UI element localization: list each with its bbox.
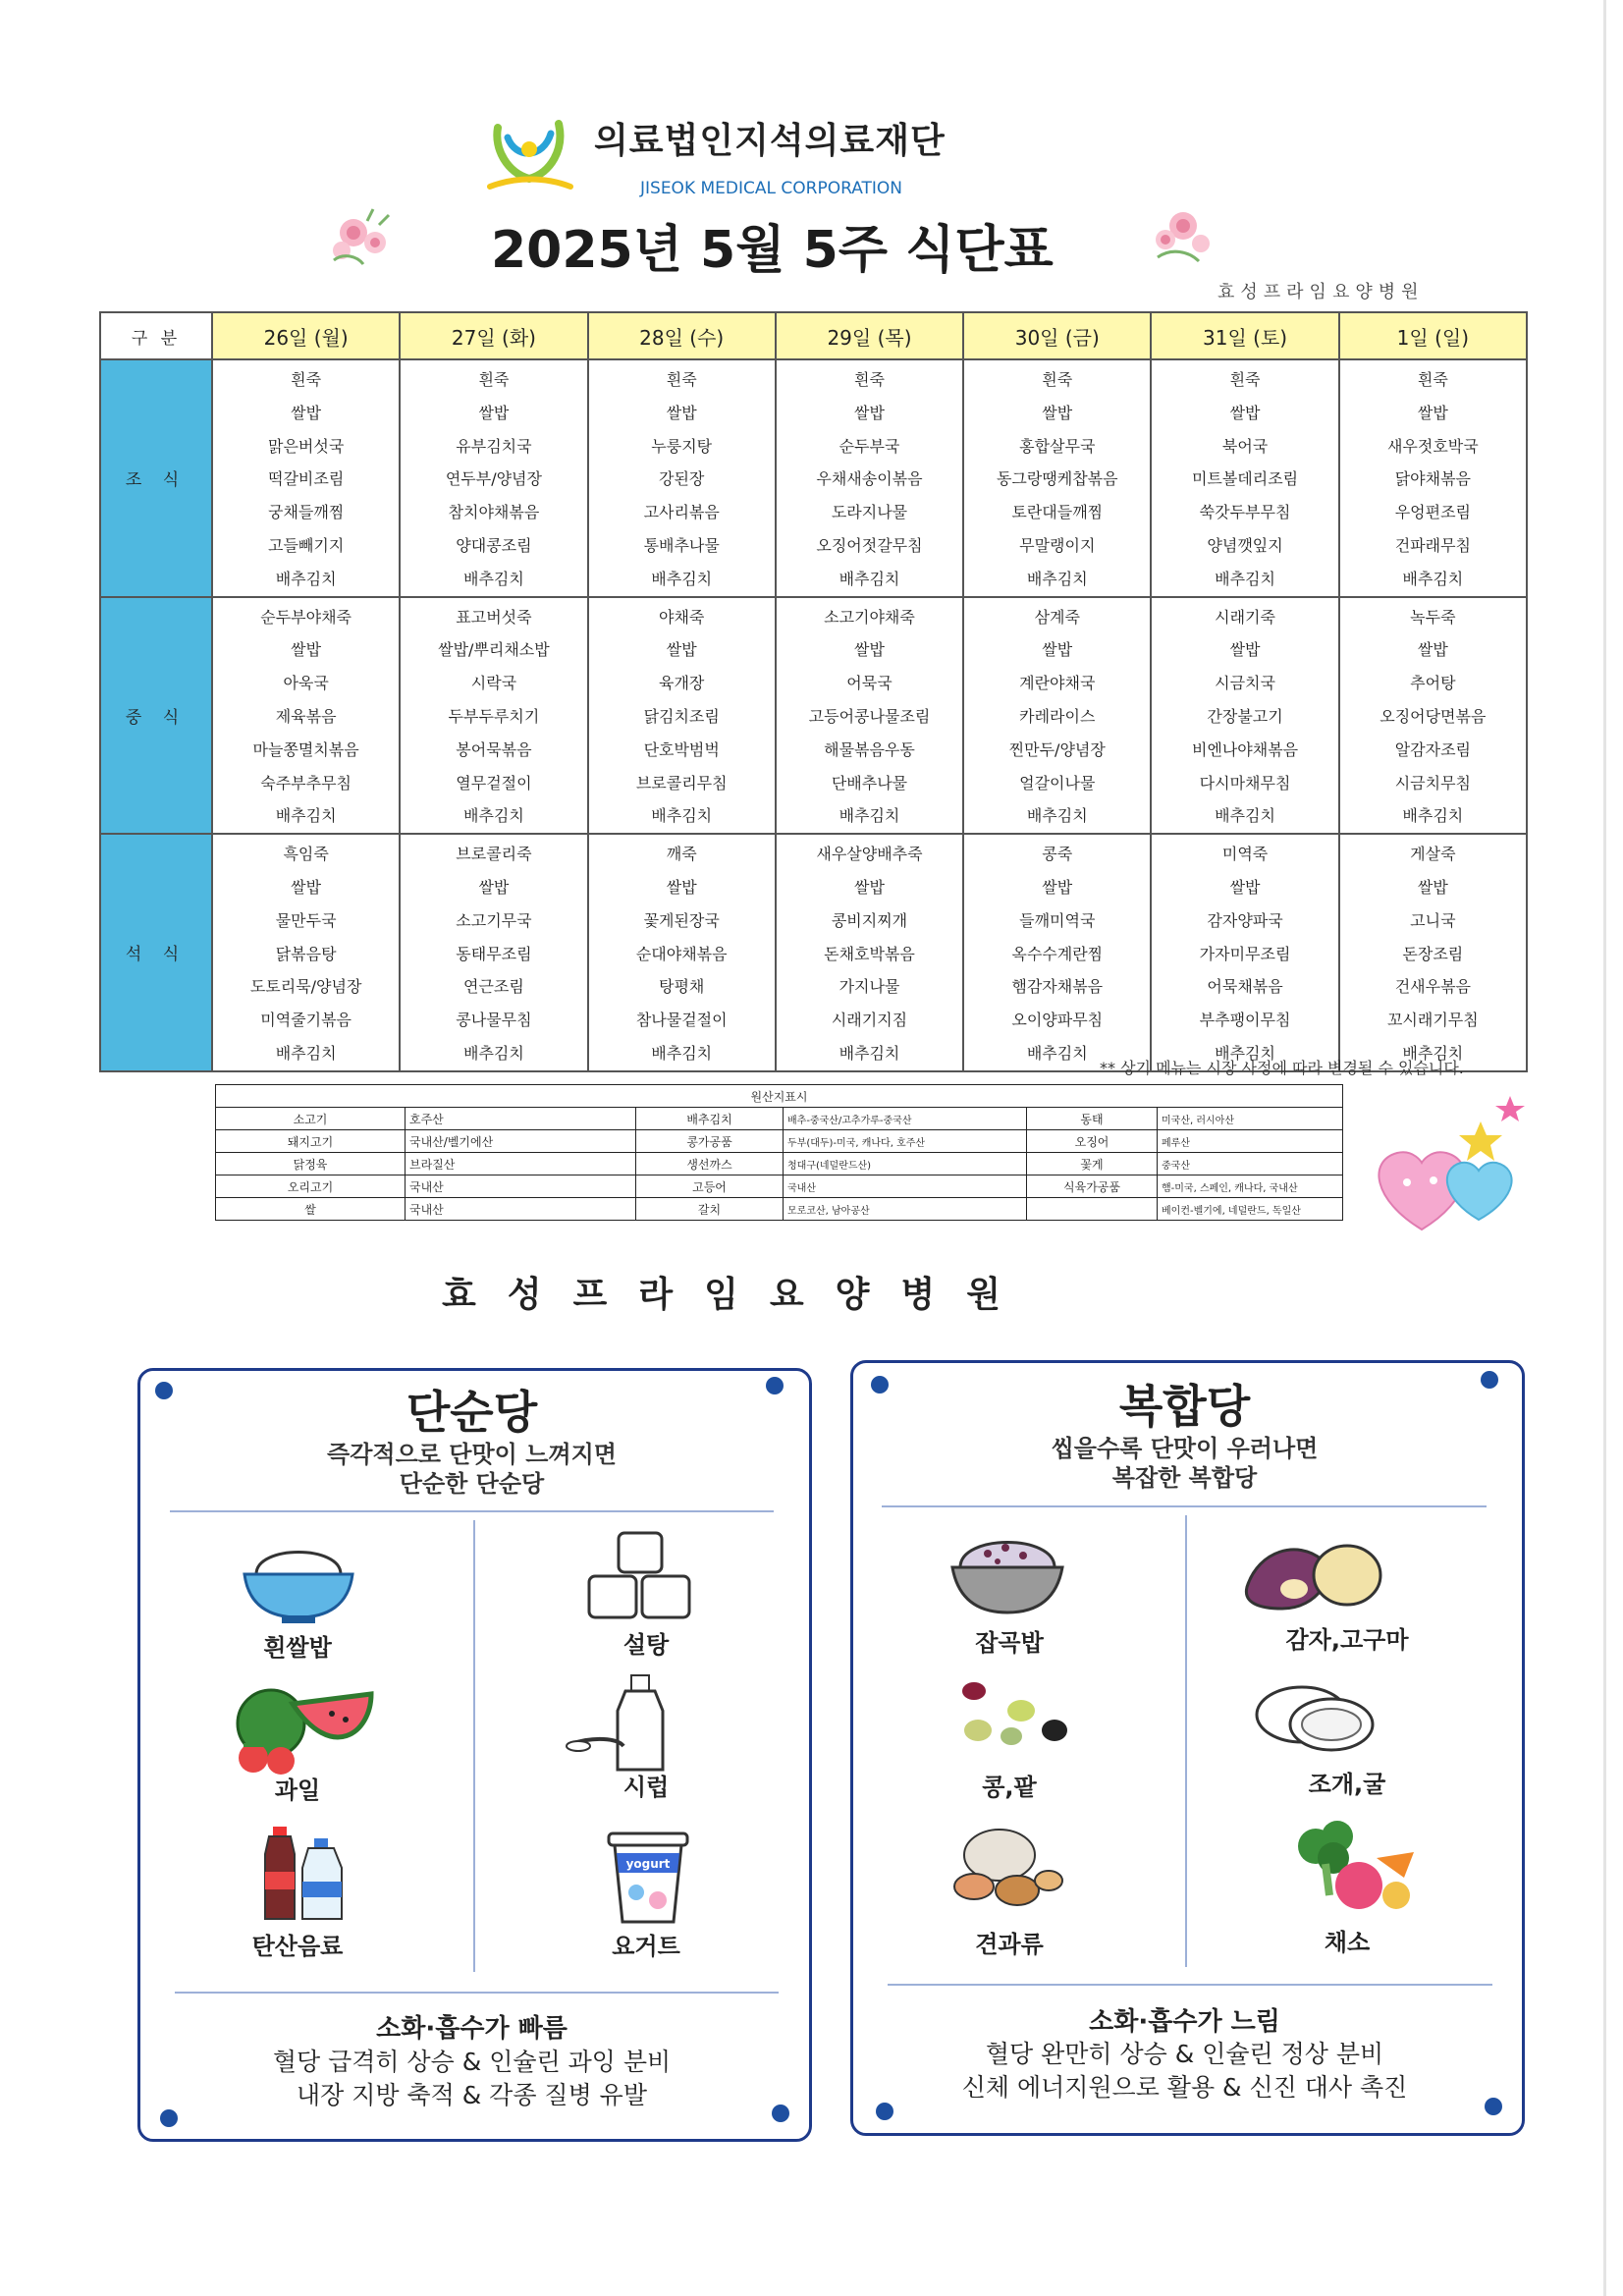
- clam-oyster-icon: [1247, 1669, 1384, 1763]
- origin-source: 국내산: [784, 1175, 1027, 1198]
- menu-item: 비엔나야채볶음: [1191, 739, 1299, 759]
- menu-item: 돈채호박볶음: [824, 944, 915, 963]
- origin-source: 호주산: [406, 1108, 636, 1130]
- menu-item: 누룽지탕: [651, 436, 713, 456]
- menu-item: 쌀밥: [291, 403, 322, 422]
- menu-item: 강된장: [659, 469, 705, 489]
- origin-item: 돼지고기: [216, 1130, 406, 1153]
- menu-item: 콩죽: [1042, 845, 1073, 864]
- menu-item: 배추김치: [1215, 1043, 1275, 1063]
- origin-row: [216, 1153, 1343, 1175]
- flower-icon-left: [324, 201, 403, 270]
- menu-item: 흰죽: [478, 370, 510, 389]
- menu-item: 배추김치: [839, 569, 900, 588]
- origin-item: [1027, 1198, 1158, 1221]
- menu-item: 깨죽: [666, 845, 697, 864]
- food-label: 설탕: [622, 1631, 670, 1659]
- menu-item: 새우살양배추죽: [816, 845, 923, 864]
- origin-row: [216, 1130, 1343, 1153]
- origin-source: 국내산/벨기에산: [406, 1130, 636, 1153]
- menu-item: 봉어묵볶음: [456, 739, 532, 759]
- simple-sugar-subtitle: 즉각적으로 단맛이 느껴지면: [327, 1441, 617, 1468]
- menu-item: 양대콩조림: [456, 535, 532, 555]
- hospital-name-large: 효성프라임요양병원: [442, 1275, 1032, 1315]
- menu-item: 쌀밥: [854, 877, 885, 897]
- menu-cell: [963, 834, 1151, 1071]
- menu-cell: [776, 597, 963, 835]
- menu-item: 흰죽: [1229, 370, 1261, 389]
- menu-item: 마늘쫑멸치볶음: [252, 739, 359, 759]
- panel-divider: [170, 1510, 774, 1512]
- menu-item: 통배추나물: [643, 535, 720, 555]
- menu-item: 순두부국: [839, 436, 900, 456]
- origin-source: 배추-중국산/고추가루-중국산: [784, 1108, 1027, 1130]
- menu-item: 표고버섯죽: [456, 607, 532, 627]
- menu-item: 브로콜리무침: [635, 773, 728, 793]
- simple-sugar-title: 단순당: [406, 1386, 538, 1439]
- menu-item: 두부두루치기: [448, 706, 540, 726]
- origin-source: 두부(대두)-미국, 캐나다, 호주산: [784, 1130, 1027, 1153]
- menu-item: 쌀밥: [1042, 640, 1073, 660]
- menu-item: 배추김치: [275, 569, 337, 588]
- menu-item: 계란야채국: [1019, 674, 1096, 693]
- menu-item: 흰죽: [291, 370, 322, 389]
- menu-item: 시금치무침: [1394, 773, 1471, 793]
- origin-source: 햄-미국, 스페인, 캐나다, 국내산: [1158, 1175, 1343, 1198]
- origin-item: 닭정육: [216, 1153, 406, 1175]
- menu-item: 배추김치: [1402, 806, 1464, 826]
- menu-item: 유부김치국: [456, 436, 532, 456]
- hearts-decoration-icon: [1363, 1092, 1540, 1239]
- menu-item: 도토리묵/양념장: [249, 977, 362, 997]
- menu-item: 닭김치조림: [643, 706, 720, 726]
- menu-item: 배추김치: [1215, 806, 1275, 826]
- origin-item: 쌀: [216, 1198, 406, 1221]
- menu-cell: [963, 359, 1151, 597]
- complex-sugar-subtitle: 씹을수록 단맛이 우러나면: [1051, 1435, 1319, 1462]
- origin-source: 페루산: [1158, 1130, 1343, 1153]
- simple-sugar-effect: 혈당 급격히 상승 & 인슐린 과잉 분비: [272, 2048, 672, 2076]
- menu-item: 탕평채: [659, 977, 705, 997]
- menu-cell: [212, 834, 400, 1071]
- day-header: 28일 (수): [588, 312, 776, 359]
- menu-item: 닭볶음탕: [275, 944, 337, 963]
- multigrain-rice-icon: [948, 1520, 1066, 1618]
- menu-item: 연근조림: [463, 977, 524, 997]
- menu-item: 돈장조림: [1402, 944, 1464, 963]
- sugar-cubes-icon: [581, 1527, 699, 1625]
- menu-cell: [776, 834, 963, 1071]
- panel-divider: [1185, 1515, 1187, 1967]
- menu-item: 해물볶음우동: [824, 739, 915, 759]
- menu-item: 시금치국: [1215, 674, 1275, 693]
- menu-item: 순대야채볶음: [635, 944, 728, 963]
- foundation-logo: [486, 110, 574, 198]
- menu-item: 순두부야채죽: [260, 607, 352, 627]
- food-label: 조개,굴: [1308, 1771, 1386, 1798]
- menu-item: 삼계죽: [1034, 607, 1080, 627]
- menu-item: 쌀밥: [1417, 403, 1448, 422]
- menu-item: 시래기지짐: [831, 1011, 908, 1030]
- day-header: 1일 (일): [1339, 312, 1527, 359]
- food-label: 감자,고구마: [1285, 1626, 1409, 1654]
- origin-item: 오리고기: [216, 1175, 406, 1198]
- origin-source: 베이컨-벨기에, 네덜란드, 독일산: [1158, 1198, 1343, 1221]
- menu-item: 가지나물: [839, 977, 900, 997]
- menu-item: 궁채들깨찜: [268, 503, 345, 522]
- menu-cell: [1339, 597, 1527, 835]
- menu-cell: [1339, 359, 1527, 597]
- menu-item: 어묵국: [846, 674, 893, 693]
- menu-item: 아욱국: [283, 674, 329, 693]
- day-header: 31일 (토): [1151, 312, 1338, 359]
- menu-item: 어묵채볶음: [1207, 977, 1283, 997]
- menu-item: 가자미무조림: [1199, 944, 1291, 963]
- menu-item: 쌀밥: [1229, 403, 1261, 422]
- corner-dot: [876, 2103, 893, 2120]
- menu-item: 배추김치: [1402, 1043, 1464, 1063]
- menu-item: 쌀밥: [666, 403, 697, 422]
- menu-item: 미트볼데리조림: [1191, 469, 1299, 489]
- menu-cell: [1151, 597, 1338, 835]
- menu-item: 북어국: [1221, 436, 1269, 456]
- hospital-name-small: 효성프라임요양병원: [1217, 282, 1425, 302]
- yogurt-cup-icon: [607, 1830, 689, 1928]
- menu-cell: [212, 359, 400, 597]
- menu-item: 꽃게된장국: [643, 910, 720, 930]
- menu-item: 참치야채볶음: [448, 503, 540, 522]
- menu-item: 양념깻잎지: [1207, 535, 1283, 555]
- menu-item: 열무겉절이: [456, 773, 532, 793]
- food-label: 요거트: [612, 1933, 680, 1960]
- menu-item: 쌀밥: [666, 877, 697, 897]
- complex-sugar-effect: 혈당 완만히 상승 & 인슐린 정상 분비: [985, 2040, 1384, 2068]
- origin-source: 브라질산: [406, 1153, 636, 1175]
- menu-item: 배추김치: [1402, 569, 1464, 588]
- origin-row: [216, 1198, 1343, 1221]
- complex-sugar-title: 복합당: [1118, 1380, 1251, 1433]
- menu-item: 고사리볶음: [643, 503, 720, 522]
- menu-item: 단호박범벅: [643, 739, 720, 759]
- menu-item: 소고기무국: [456, 910, 532, 930]
- food-label: 시럽: [622, 1774, 670, 1801]
- menu-item: 오징어당면볶음: [1380, 706, 1487, 726]
- origin-item: 꽃게: [1027, 1153, 1158, 1175]
- menu-item: 시래기죽: [1215, 607, 1275, 627]
- menu-item: 건파래무침: [1394, 535, 1471, 555]
- menu-cell: [963, 597, 1151, 835]
- menu-item: 동그랑땡케찹볶음: [996, 469, 1118, 489]
- menu-cell: [1151, 359, 1338, 597]
- day-header: 26일 (월): [212, 312, 400, 359]
- menu-item: 햄감자채볶음: [1011, 977, 1104, 997]
- menu-item: 야채죽: [659, 607, 705, 627]
- origin-table: [215, 1084, 1343, 1221]
- menu-header-row: [100, 312, 1527, 359]
- simple-sugar-effect: 내장 지방 축적 & 각종 질병 유발: [297, 2081, 647, 2109]
- menu-item: 게살죽: [1410, 845, 1456, 864]
- menu-item: 단배추나물: [831, 773, 908, 793]
- menu-item: 쌀밥: [478, 877, 510, 897]
- menu-item: 배추김치: [1026, 1043, 1088, 1063]
- menu-item: 꼬시래기무침: [1386, 1011, 1479, 1030]
- menu-change-notice: ** 상기 메뉴는 시장 사정에 따라 변경될 수 있습니다.: [1100, 1059, 1464, 1077]
- menu-item: 쌀밥: [854, 640, 885, 660]
- yogurt-label: yogurt: [625, 1857, 671, 1871]
- rice-bowl-icon: [239, 1527, 358, 1625]
- origin-row: [216, 1175, 1343, 1198]
- menu-item: 쌀밥: [1417, 877, 1448, 897]
- origin-source: 국내산: [406, 1198, 636, 1221]
- panel-divider: [888, 1984, 1492, 1986]
- menu-item: 육개장: [659, 674, 705, 693]
- meal-row: [100, 359, 1527, 597]
- origin-item: 갈치: [636, 1198, 784, 1221]
- menu-item: 쌀밥: [291, 877, 322, 897]
- menu-item: 건새우볶음: [1394, 977, 1471, 997]
- origin-source: 국내산: [406, 1175, 636, 1198]
- potato-sweet-potato-icon: [1239, 1520, 1386, 1618]
- menu-item: 동태무조림: [456, 944, 532, 963]
- menu-cell: [1151, 834, 1338, 1071]
- menu-item: 배추김치: [463, 1043, 524, 1063]
- menu-item: 콩나물무침: [456, 1011, 532, 1030]
- meal-label: 조 식: [100, 359, 212, 597]
- day-header: 30일 (금): [963, 312, 1151, 359]
- menu-item: 흰죽: [1417, 370, 1448, 389]
- menu-item: 카레라이스: [1019, 706, 1096, 726]
- panel-divider: [473, 1520, 475, 1972]
- menu-item: 배추김치: [463, 806, 524, 826]
- menu-cell: [400, 597, 587, 835]
- origin-item: 고등어: [636, 1175, 784, 1198]
- menu-item: 흰죽: [666, 370, 697, 389]
- origin-source: 모로코산, 남아공산: [784, 1198, 1027, 1221]
- menu-item: 오이양파무침: [1011, 1011, 1104, 1030]
- origin-row: [216, 1108, 1343, 1130]
- origin-item: 동태: [1027, 1108, 1158, 1130]
- menu-item: 고등어콩나물조림: [808, 706, 931, 726]
- page-title: 2025년 5월 5주 식단표: [491, 221, 1054, 280]
- menu-item: 제육볶음: [275, 706, 337, 726]
- menu-item: 배추김치: [839, 806, 900, 826]
- menu-item: 배추김치: [1026, 806, 1088, 826]
- meal-row: [100, 834, 1527, 1071]
- origin-item: 오징어: [1027, 1130, 1158, 1153]
- origin-item: 배추김치: [636, 1108, 784, 1130]
- menu-item: 배추김치: [1026, 569, 1088, 588]
- menu-item: 떡갈비조림: [268, 469, 345, 489]
- menu-item: 간장불고기: [1207, 706, 1283, 726]
- menu-item: 녹두죽: [1410, 607, 1456, 627]
- menu-item: 도라지나물: [831, 503, 908, 522]
- origin-item: 생선까스: [636, 1153, 784, 1175]
- food-label: 견과류: [975, 1931, 1044, 1958]
- menu-item: 맑은버섯국: [268, 436, 345, 456]
- meal-label: 중 식: [100, 597, 212, 835]
- page-edge-rule: [1603, 0, 1606, 2296]
- food-label: 흰쌀밥: [263, 1634, 332, 1662]
- menu-item: 연두부/양념장: [445, 469, 542, 489]
- menu-cell: [400, 834, 587, 1071]
- day-header: 27일 (화): [400, 312, 587, 359]
- menu-item: 닭야채볶음: [1394, 469, 1471, 489]
- food-label: 과일: [274, 1777, 321, 1804]
- fruit-icon: [224, 1674, 381, 1782]
- menu-item: 다시마채무침: [1199, 773, 1291, 793]
- menu-item: 미역줄기볶음: [260, 1011, 352, 1030]
- menu-corner-label: 구 분: [100, 312, 212, 359]
- menu-item: 배추김치: [1215, 569, 1275, 588]
- menu-item: 쌀밥: [1229, 640, 1261, 660]
- menu-item: 흰죽: [854, 370, 885, 389]
- menu-cell: [588, 597, 776, 835]
- menu-item: 흑임죽: [283, 845, 329, 864]
- menu-cell: [400, 359, 587, 597]
- menu-item: 시락국: [470, 674, 517, 693]
- syrup-bottle-icon: [565, 1671, 692, 1779]
- menu-item: 쌀밥: [1417, 640, 1448, 660]
- complex-sugar-subtitle: 복잡한 복합당: [1111, 1464, 1258, 1492]
- menu-item: 참나물겉절이: [635, 1011, 728, 1030]
- menu-item: 배추김치: [651, 1043, 713, 1063]
- menu-item: 소고기야채죽: [824, 607, 915, 627]
- origin-source: 미국산, 러시아산: [1158, 1108, 1343, 1130]
- menu-item: 우채새송이볶음: [816, 469, 923, 489]
- food-label: 탄산음료: [251, 1933, 344, 1960]
- menu-item: 오징어젓갈무침: [816, 535, 923, 555]
- menu-item: 숙주부추무침: [260, 773, 352, 793]
- soda-bottles-icon: [253, 1825, 352, 1923]
- menu-item: 쑥갓두부무침: [1199, 503, 1291, 522]
- menu-item: 토란대들깨찜: [1011, 503, 1104, 522]
- organization-name: 의료법인지석의료재단: [594, 121, 946, 161]
- origin-source: 중국산: [1158, 1153, 1343, 1175]
- menu-item: 배추김치: [275, 806, 337, 826]
- menu-item: 물만두국: [275, 910, 337, 930]
- menu-item: 쌀밥: [1042, 403, 1073, 422]
- meal-row: [100, 597, 1527, 835]
- origin-item: 소고기: [216, 1108, 406, 1130]
- weekly-menu-table: [99, 311, 1528, 1072]
- menu-item: 고들빼기지: [268, 535, 345, 555]
- menu-item: 우엉편조림: [1394, 503, 1471, 522]
- vegetables-icon: [1286, 1817, 1424, 1915]
- menu-cell: [776, 359, 963, 597]
- day-header: 29일 (목): [776, 312, 963, 359]
- menu-item: 쌀밥: [854, 403, 885, 422]
- food-label: 잡곡밥: [975, 1629, 1044, 1657]
- menu-item: 쌀밥: [1042, 877, 1073, 897]
- menu-cell: [588, 359, 776, 597]
- meal-label: 석 식: [100, 834, 212, 1071]
- menu-item: 쌀밥: [291, 640, 322, 660]
- origin-item: 콩가공품: [636, 1130, 784, 1153]
- menu-item: 알감자조림: [1394, 739, 1471, 759]
- origin-item: 식육가공품: [1027, 1175, 1158, 1198]
- menu-item: 콩비지찌개: [831, 910, 908, 930]
- menu-item: 배추김치: [275, 1043, 337, 1063]
- menu-item: 고니국: [1410, 910, 1456, 930]
- origin-source: 청대구(네덜란드산): [784, 1153, 1027, 1175]
- panel-divider: [175, 1992, 779, 1994]
- menu-item: 쌀밥/뿌리채소밥: [438, 640, 550, 660]
- menu-item: 쌀밥: [1229, 877, 1261, 897]
- simple-sugar-subtitle: 단순한 단순당: [399, 1470, 545, 1498]
- menu-item: 무말랭이지: [1019, 535, 1096, 555]
- menu-item: 부추팽이무침: [1199, 1011, 1291, 1030]
- menu-item: 얼갈이나물: [1019, 773, 1096, 793]
- menu-item: 배추김치: [651, 806, 713, 826]
- panel-divider: [882, 1505, 1487, 1507]
- flower-icon-right: [1144, 196, 1222, 265]
- menu-item: 쌀밥: [666, 640, 697, 660]
- nuts-icon: [941, 1822, 1068, 1920]
- menu-item: 홍합살무국: [1019, 436, 1096, 456]
- menu-item: 배추김치: [839, 1043, 900, 1063]
- food-label: 콩,팥: [982, 1774, 1037, 1801]
- menu-cell: [212, 597, 400, 835]
- menu-cell: [588, 834, 776, 1071]
- complex-sugar-effect: 신체 에너지원으로 활용 & 신진 대사 촉진: [961, 2073, 1408, 2102]
- organization-english-name: JISEOK MEDICAL CORPORATION: [640, 179, 903, 198]
- complex-sugar-summary: 소화·흡수가 느림: [1089, 2007, 1280, 2037]
- menu-cell: [1339, 834, 1527, 1071]
- simple-sugar-summary: 소화·흡수가 빠름: [376, 2014, 568, 2044]
- menu-item: 배추김치: [651, 569, 713, 588]
- menu-item: 추어탕: [1410, 674, 1456, 693]
- menu-item: 찐만두/양념장: [1008, 739, 1106, 759]
- menu-item: 배추김치: [463, 569, 524, 588]
- menu-item: 들깨미역국: [1019, 910, 1096, 930]
- beans-icon: [952, 1671, 1070, 1760]
- menu-item: 감자양파국: [1207, 910, 1283, 930]
- menu-item: 브로콜리죽: [456, 845, 532, 864]
- menu-item: 옥수수계란찜: [1011, 944, 1104, 963]
- origin-caption: 원산지표시: [216, 1085, 1343, 1108]
- menu-item: 새우젓호박국: [1386, 436, 1479, 456]
- menu-item: 흰죽: [1042, 370, 1073, 389]
- menu-item: 미역죽: [1221, 845, 1269, 864]
- food-label: 채소: [1324, 1929, 1371, 1956]
- menu-item: 쌀밥: [478, 403, 510, 422]
- origin-caption-row: [216, 1085, 1343, 1108]
